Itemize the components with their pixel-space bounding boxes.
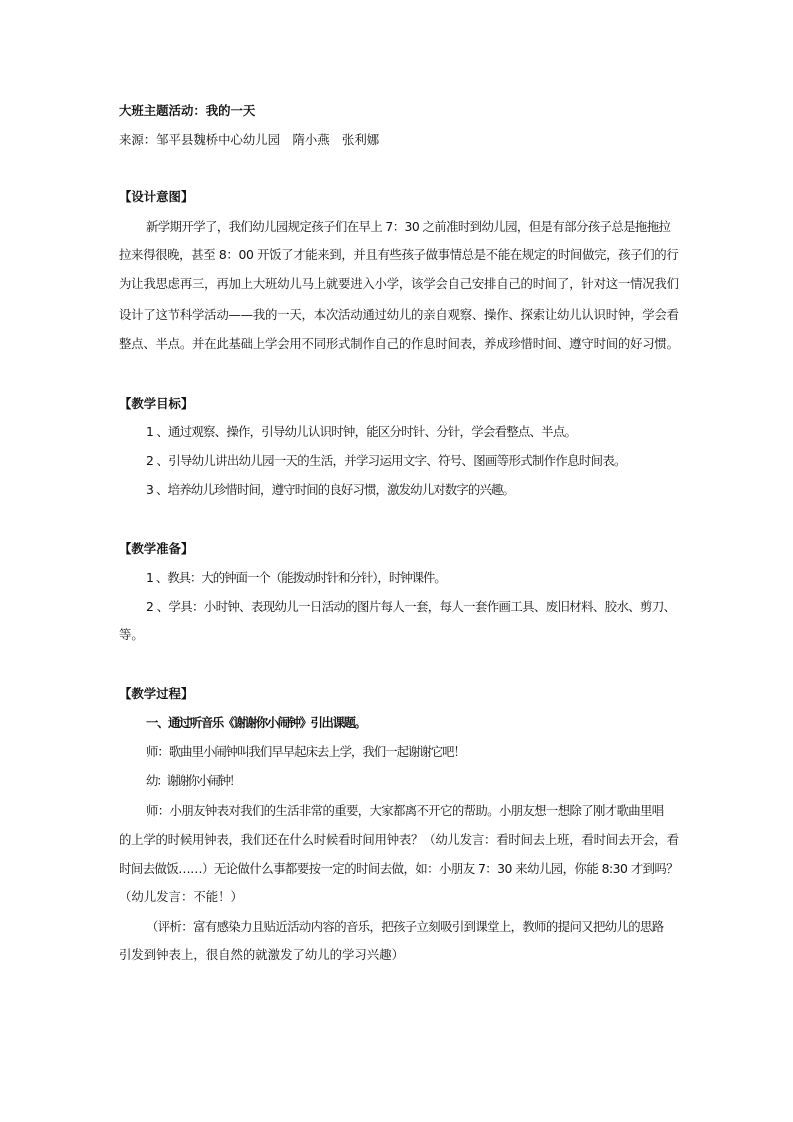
design-line: 设计了这节科学活动——我的一天，本次活动通过幼儿的亲自观察、操作、探索让幼儿认识时钟，学会看 [119, 307, 679, 322]
design-line: 为让我思虑再三，再加上大班幼儿马上就要进入小学，该学会自己安排自己的时间了，针对这一情况我们 [119, 276, 679, 291]
design-line: 整点、半点。并在此基础上学会用不同形式制作自己的作息时间表，养成珍惜时间、遵守时间的好习惯。 [119, 336, 679, 351]
design-heading: 【设计意图】 [119, 189, 194, 204]
goal-item: 1 、通过观察、操作，引导幼儿认识时钟，能区分时针、分针，学会看整点、半点。 [146, 424, 577, 439]
source-line: 来源：邹平县魏桥中心幼儿园 隋小燕 张利娜 [119, 132, 380, 147]
process-line: 幼：谢谢你小闹钟！ [146, 773, 240, 788]
process-line: 时间去做饭……）无论做什么事都要按一定的时间去做，如：小朋友 7：30 来幼儿园，你能 8:30 才到吗？ [119, 861, 679, 876]
prep-item: 等。 [119, 627, 144, 642]
goals-heading: 【教学目标】 [119, 396, 194, 411]
process-line: （幼儿发言：不能！） [119, 889, 243, 904]
process-line: 师：小朋友钟表对我们的生活非常的重要，大家都离不开它的帮助。小朋友想一想除了刚才歌曲里唱 [146, 803, 664, 818]
process-step-title: 一、通过听音乐《谢谢你小闹钟》引出课题。 [146, 715, 366, 730]
design-line: 拉来得很晚，甚至 8：00 开饭了才能来到，并且有些孩子做事情总是不能在规定的时间做完，孩子们的行 [119, 247, 679, 262]
process-line: 的上学的时候用钟表，我们还在什么时候看时间用钟表？（幼儿发言：看时间去上班，看时间去开会，看 [119, 832, 679, 847]
prep-item: 1 、教具：大的钟面一个（能拨动时针和分针），时钟课件。 [146, 570, 446, 585]
goal-item: 3 、培养幼儿珍惜时间，遵守时间的良好习惯，激发幼儿对数字的兴趣。 [146, 482, 515, 497]
process-line: 引发到钟表上，很自然的就激发了幼儿的学习兴趣） [119, 947, 404, 962]
process-line: （评析：富有感染力且贴近活动内容的音乐，把孩子立刻吸引到课堂上，教师的提问又把幼儿的思路 [146, 919, 664, 934]
process-heading: 【教学过程】 [119, 686, 194, 701]
document-title: 大班主题活动：我的一天 [119, 103, 256, 118]
goal-item: 2 、引导幼儿讲出幼儿园一天的生活，并学习运用文字、符号、图画等形式制作作息时间表。 [146, 453, 626, 468]
design-line: 新学期开学了，我们幼儿园规定孩子们在早上 7：30 之前准时到幼儿园，但是有部分孩子总是拖拖拉 [146, 219, 671, 234]
process-line: 师：歌曲里小闹钟叫我们早早起床去上学，我们一起谢谢它吧！ [146, 744, 465, 759]
prep-heading: 【教学准备】 [119, 541, 194, 556]
prep-item: 2 、学具：小时钟、表现幼儿一日活动的图片每人一套，每人一套作画工具、废旧材料、胶水、剪刀、 [146, 599, 676, 614]
